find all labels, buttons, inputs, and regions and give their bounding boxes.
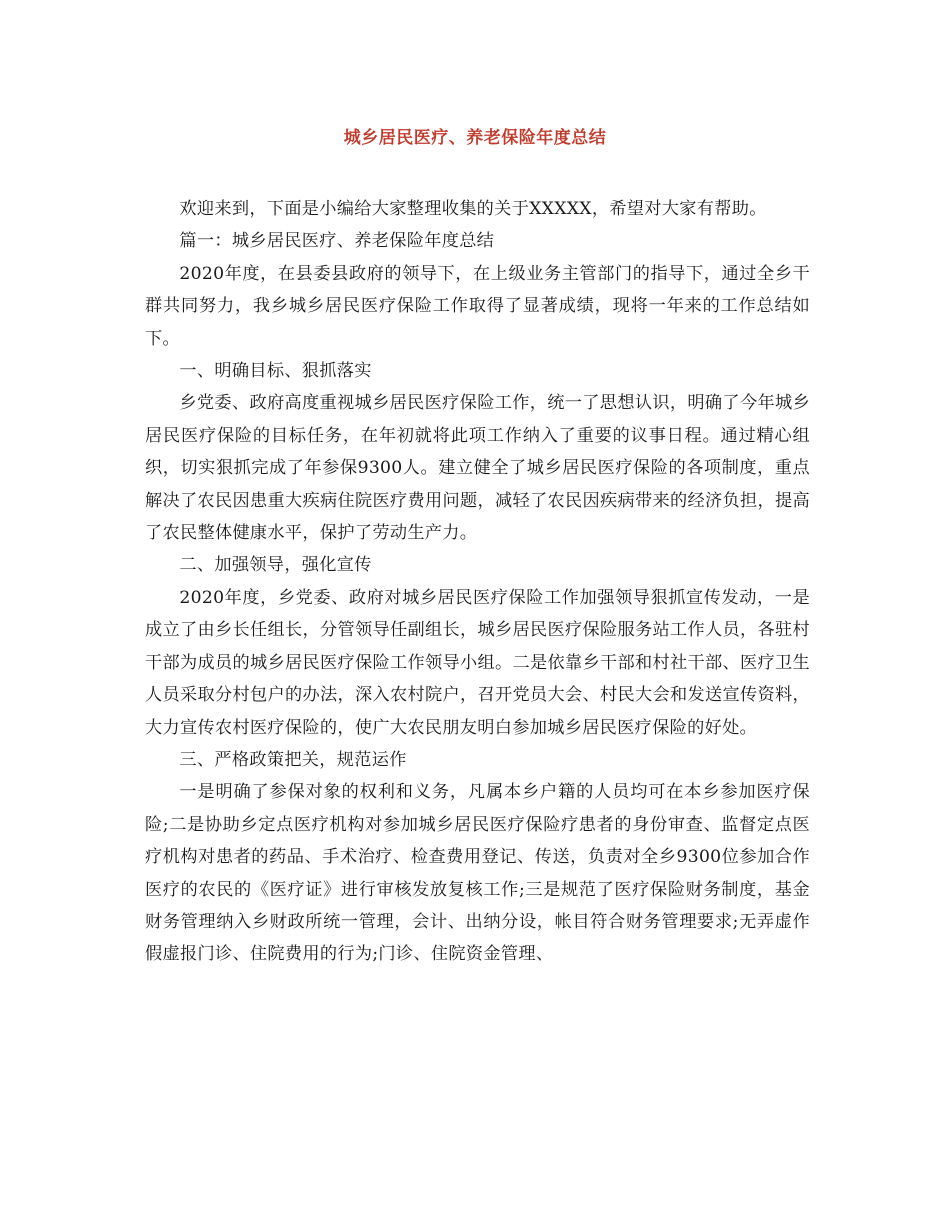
overview-paragraph: 2020年度，在县委县政府的领导下，在上级业务主管部门的指导下，通过全乡干群共同努力，我乡城乡居民医疗保险工作取得了显著成绩，现将一年来的工作总结如下。 — [145, 263, 810, 349]
section-1-paragraph: 乡党委、政府高度重视城乡居民医疗保险工作，统一了思想认识，明确了今年城乡居民医疗保险的目标任务，在年初就将此项工作纳入了重要的议事日程。通过精心组织，切实狠抓完成了年参保9300人。建立健全了城乡居民医疗保险的各项制度，重点解决了农民因患重大疾病住院医疗费用问题，减轻了农民因疾病带来的经济负担，提高了农民整体健康水平，保护了劳动生产力。 — [145, 393, 810, 544]
section-heading-3: 三、严格政策把关，规范运作 — [179, 749, 407, 770]
section-2-paragraph: 2020年度，乡党委、政府对城乡居民医疗保险工作加强领导狠抓宣传发动，一是成立了由乡长任组长，分管领导任副组长，城乡居民医疗保险服务站工作人员，各驻村干部为成员的城乡居民医疗保险工作领导小组。二是依靠乡干部和村社干部、医疗卫生人员采取分村包户的办法，深入农村院户，召开党员大会、村民大会和发送宣传资料，大力宣传农村医疗保险的，使广大农民朋友明白参加城乡居民医疗保险的好处。 — [145, 587, 810, 738]
section-3-paragraph: 一是明确了参保对象的权利和义务，凡属本乡户籍的人员均可在本乡参加医疗保险;二是协助乡定点医疗机构对参加城乡居民医疗保险疗患者的身份审查、监督定点医疗机构对患者的药品、手术治疗、检查费用登记、传送，负责对全乡9300位参加合作医疗的农民的《医疗证》进行审核发放复核工作;三是规范了医疗保险财务制度，基金财务管理纳入乡财政所统一管理，会计、出纳分设，帐目符合财务管理要求;无弄虚作假虚报门诊、住院费用的行为;门诊、住院资金管理、 — [145, 782, 810, 965]
intro-paragraph: 欢迎来到，下面是小编给大家整理收集的关于XXXXX，希望对大家有帮助。 — [179, 199, 767, 219]
section-heading-2: 二、加强领导，强化宣传 — [179, 555, 372, 576]
document-title: 城乡居民医疗、养老保险年度总结 — [343, 128, 607, 148]
section-heading-1: 一、明确目标、狠抓落实 — [179, 361, 372, 382]
document-body — [145, 193, 810, 971]
chapter-heading: 篇一：城乡居民医疗、养老保险年度总结 — [179, 231, 495, 252]
